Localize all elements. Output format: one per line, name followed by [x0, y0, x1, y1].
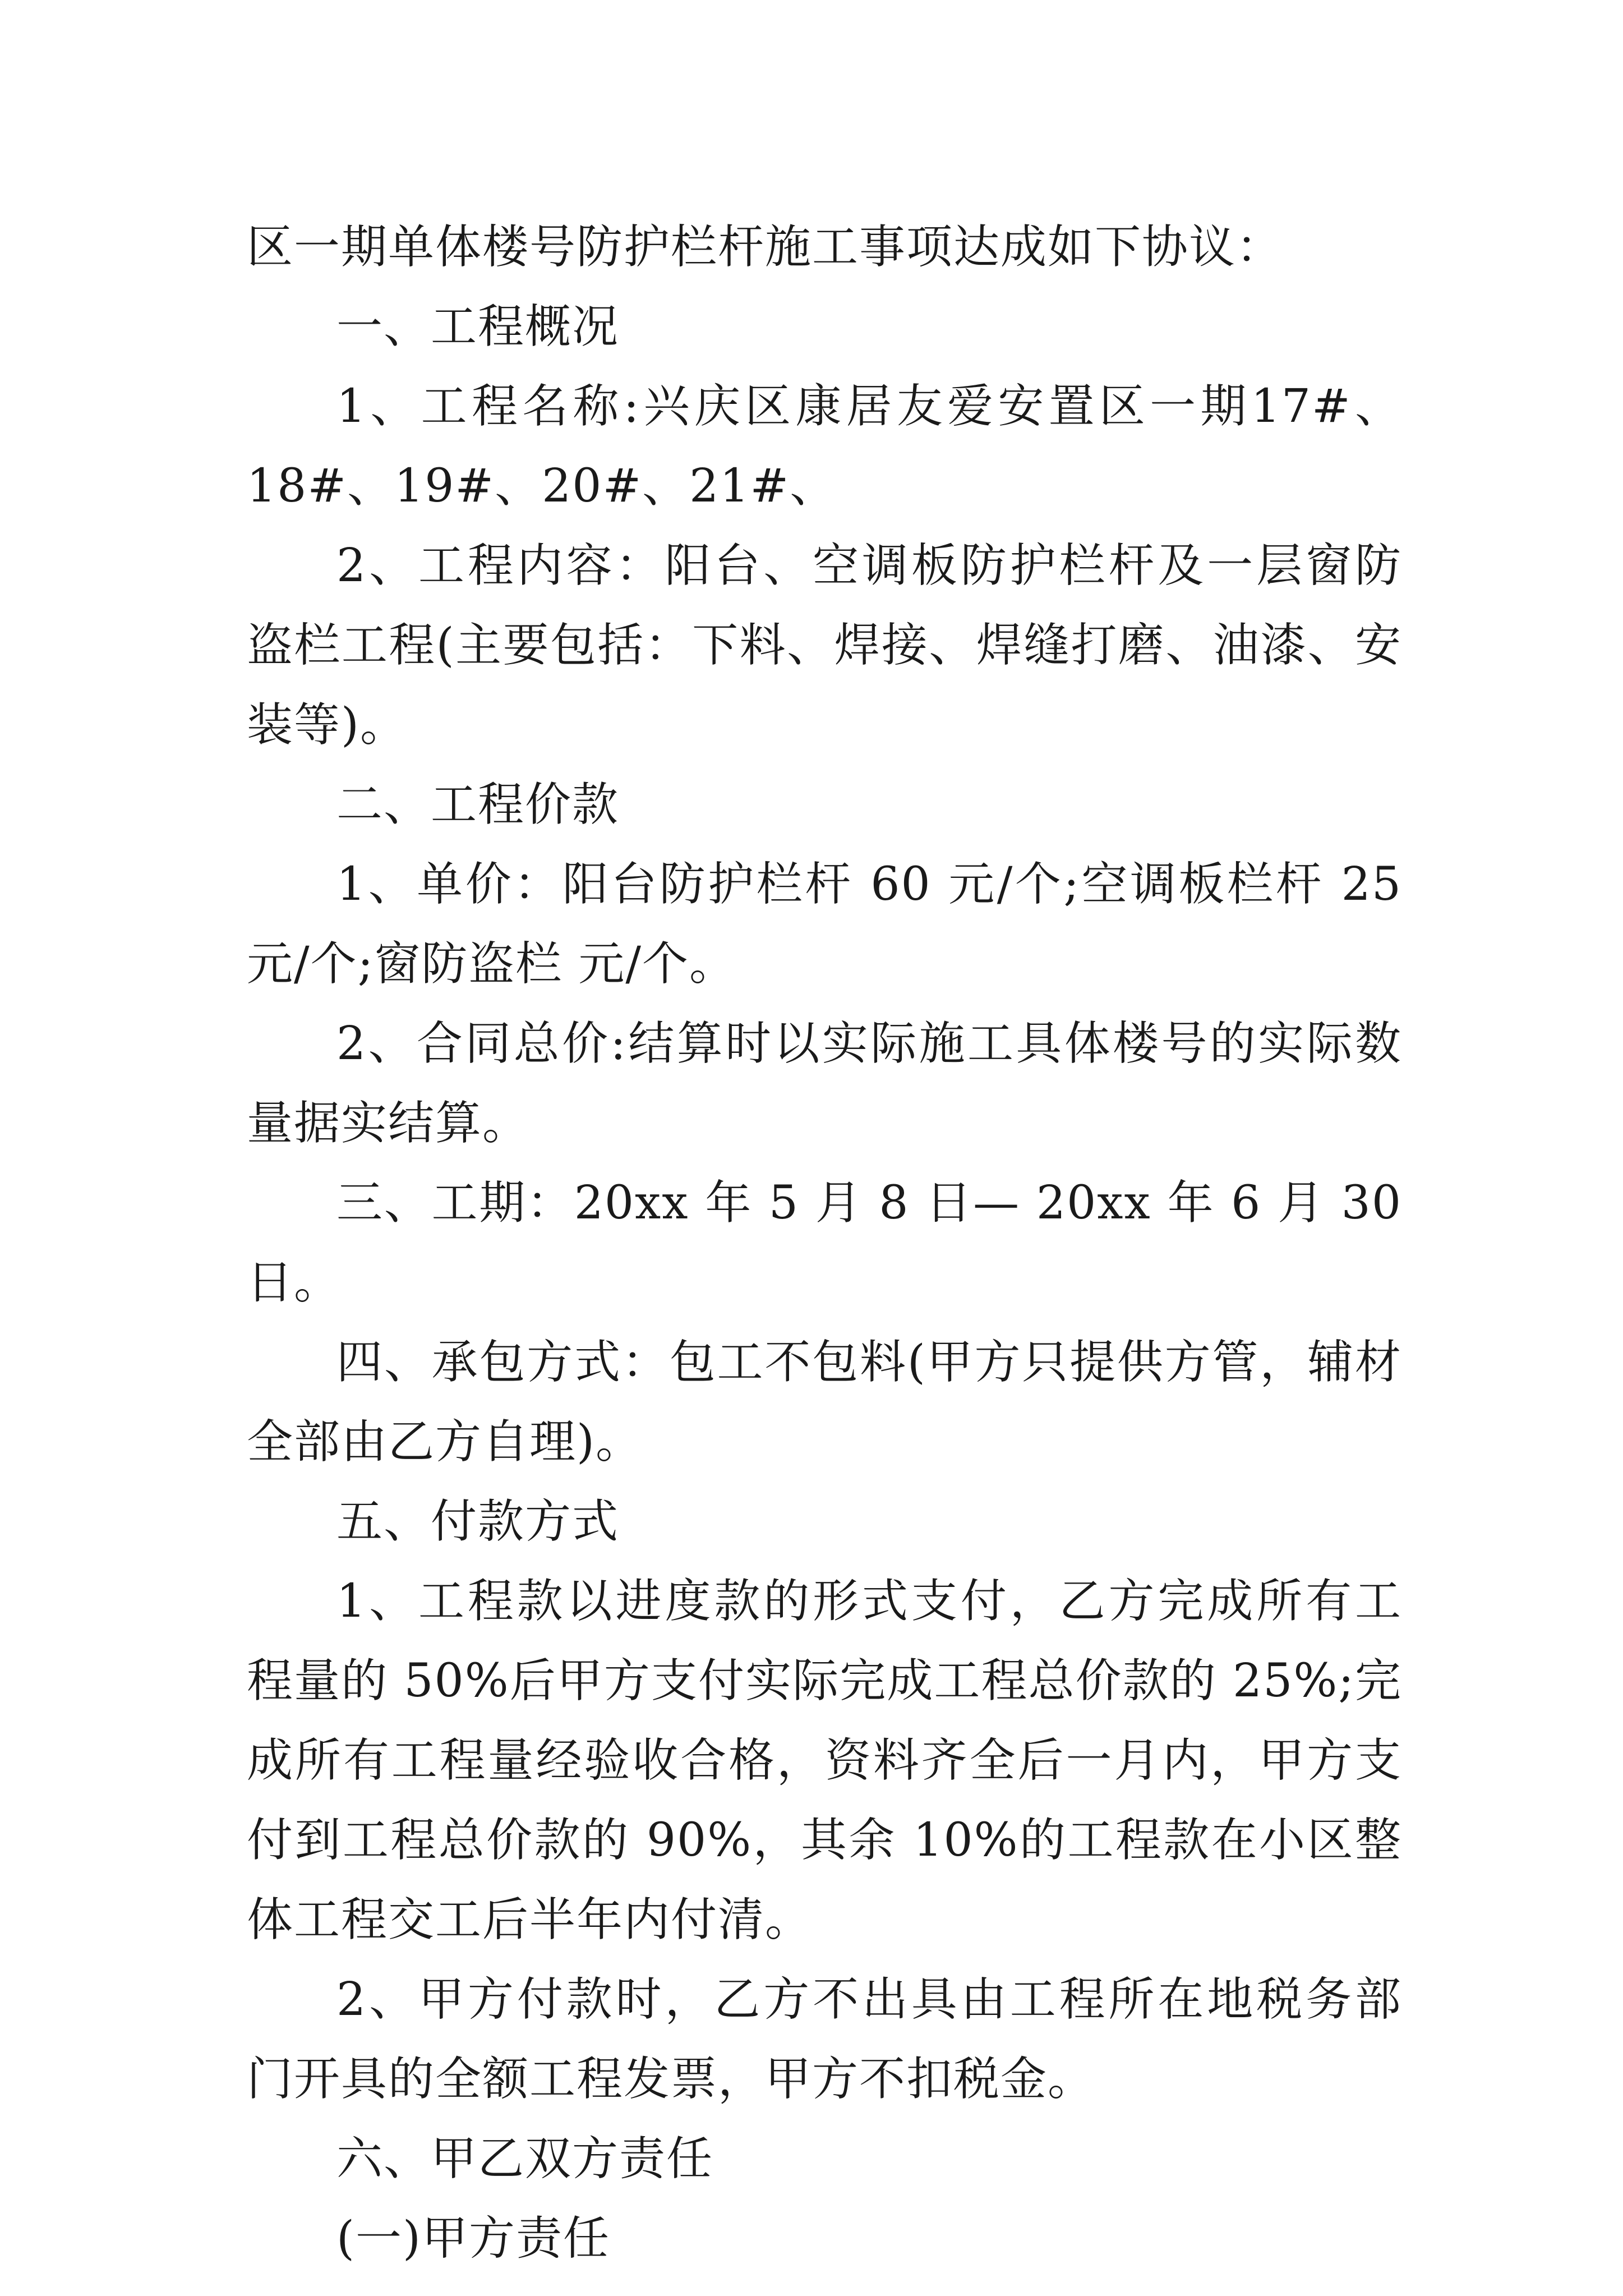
paragraph-schedule: 三、工期：20xx 年 5 月 8 日— 20xx 年 6 月 30 日。 [247, 1176, 1402, 1309]
heading-payment-method: 五、付款方式 [336, 1495, 620, 1548]
paragraph-payment-progress: 1、工程款以进度款的形式支付，乙方完成所有工程量的 50%后甲方支付实际完成工程总价款的 25%;完成所有工程量经验收合格，资料齐全后一月内，甲方支付到工程总价款的 90%，其余 10%的工程款在小区整体工程交工后半年内付清。 [247, 1575, 1402, 1947]
paragraph-contract-mode: 四、承包方式：包工不包料(甲方只提供方管，辅材全部由乙方自理)。 [247, 1336, 1402, 1469]
paragraph-agreement-intro: 区一期单体楼号防护栏杆施工事项达成如下协议： [247, 220, 1284, 274]
paragraph-total-price: 2、合同总价:结算时以实际施工具体楼号的实际数量据实结算。 [247, 1017, 1402, 1150]
document-body [247, 208, 1402, 2279]
paragraph-unit-price: 1、单价：阳台防护栏杆 60 元/个;空调板栏杆 25 元/个;窗防盗栏 元/个。 [247, 858, 1402, 991]
heading-project-overview: 一、工程概况 [336, 300, 620, 353]
heading-project-price: 二、工程价款 [336, 778, 620, 831]
paragraph-project-content: 2、工程内容：阳台、空调板防护栏杆及一层窗防盗栏工程(主要包括：下料、焊接、焊缝打磨、油漆、安装等)。 [247, 539, 1402, 752]
heading-party-a-responsibilities: (一)甲方责任 [336, 2212, 610, 2265]
paragraph-payment-invoice: 2、甲方付款时，乙方不出具由工程所在地税务部门开具的全额工程发票，甲方不扣税金。 [247, 1973, 1402, 2106]
heading-responsibilities: 六、甲乙双方责任 [336, 2132, 714, 2185]
paragraph-project-name: 1、工程名称:兴庆区康居友爱安置区一期17#、18#、19#、20#、21#、 [247, 380, 1402, 513]
